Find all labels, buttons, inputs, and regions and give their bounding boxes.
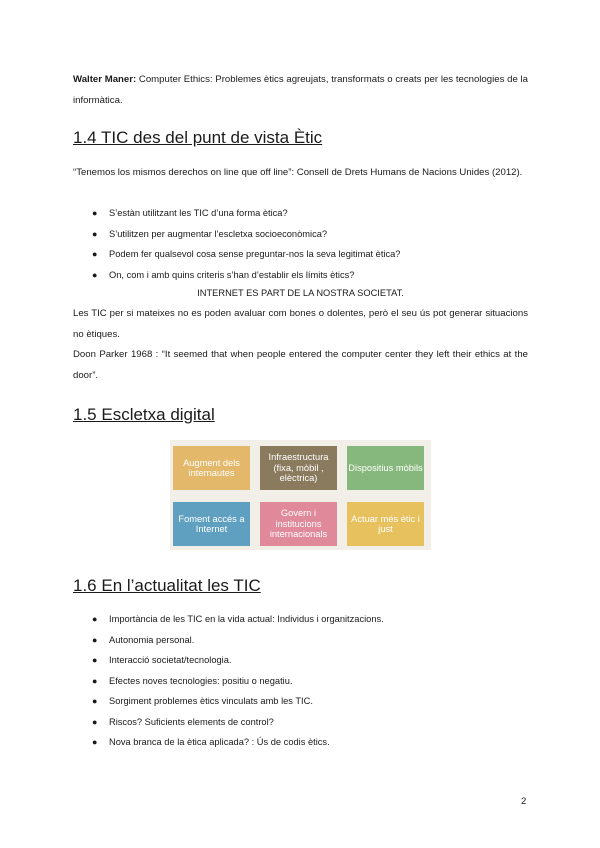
diagram-cell-govern: Govern i institucions internacionals (260, 502, 337, 546)
bullet-icon: ● (92, 716, 98, 727)
section-heading-1-4: 1.4 TIC des del punt de vista Ètic (73, 128, 323, 147)
centered-statement: INTERNET ES PART DE LA NOSTRA SOCIETAT. (197, 288, 404, 298)
list-item: ● Sorgiment problemes ètics vinculats amb les TIC. (92, 691, 384, 712)
list-item: ● On, com i amb quins criteris s’han d’establir els límits ètics? (92, 265, 400, 286)
tic-paragraph: Les TIC per si mateixes no es poden avaluar com bones o dolentes, però el seu ús pot generar situacions no ètiques. (73, 308, 528, 340)
diagram-cell-actuar: Actuar més ètic i just (347, 502, 424, 546)
intro-author: Walter Maner: (73, 74, 137, 85)
section-heading-1-6: 1.6 En l’actualitat les TIC (73, 576, 261, 595)
list-item: ● Efectes noves tecnologies: positiu o negatiu. (92, 671, 384, 692)
list-item: ● Podem fer qualsevol cosa sense preguntar-nos la seva legitimat ètica? (92, 244, 400, 265)
section-heading-1-5: 1.5 Escletxa digital (73, 405, 215, 424)
page-number: 2 (521, 796, 527, 807)
bullet-icon: ● (92, 634, 98, 645)
tic-current-list (92, 609, 384, 753)
list-item: ● Autonomia personal. (92, 630, 384, 651)
bullet-icon: ● (92, 614, 98, 624)
list-item: ● S’utilitzen per augmentar l’escletxa socioeconòmica? (92, 224, 400, 245)
diagram-cell-foment: Foment accés a Internet (173, 502, 250, 546)
diagram-cell-internautes: Augment dels internautes (173, 446, 250, 490)
list-item: ● S’estàn utilitzant les TIC d’una forma ètica? (92, 203, 400, 224)
bullet-icon: ● (92, 675, 98, 686)
bullet-icon: ● (92, 655, 98, 665)
list-item: ● Interacció societat/tecnologia. (92, 650, 384, 671)
ethics-question-list (92, 203, 400, 285)
digital-divide-diagram (170, 440, 431, 550)
parker-quote-paragraph: Doon Parker 1968 : “It seemed that when people entered the computer center they left their ethics at the door”. (73, 349, 528, 381)
bullet-icon: ● (92, 269, 98, 280)
intro-paragraph (73, 69, 528, 111)
bullet-icon: ● (92, 696, 98, 706)
diagram-cell-infraestructura: Infraestructura (fixa, mòbil , elèctrica) (260, 446, 337, 490)
bullet-icon: ● (92, 249, 98, 259)
intro-text: Computer Ethics: Problemes ètics agreujats, transformats o creats per les tecnologies de la informàtica. (73, 74, 528, 106)
bullet-icon: ● (92, 737, 98, 747)
list-item: ● Importància de les TIC en la vida actual: Individus i organitzacions. (92, 609, 384, 630)
quote-paragraph: “Tenemos los mismos derechos on line que off line”: Consell de Drets Humans de Nacions Unides (2012). (73, 167, 523, 178)
bullet-icon: ● (92, 228, 98, 239)
bullet-icon: ● (92, 208, 98, 218)
diagram-cell-dispositius: Dispositius mòbils (347, 446, 424, 490)
list-item: ● Riscos? Suficients elements de control? (92, 712, 384, 733)
list-item: ● Nova branca de la ètica aplicada? : Ús de codis ètics. (92, 732, 384, 753)
